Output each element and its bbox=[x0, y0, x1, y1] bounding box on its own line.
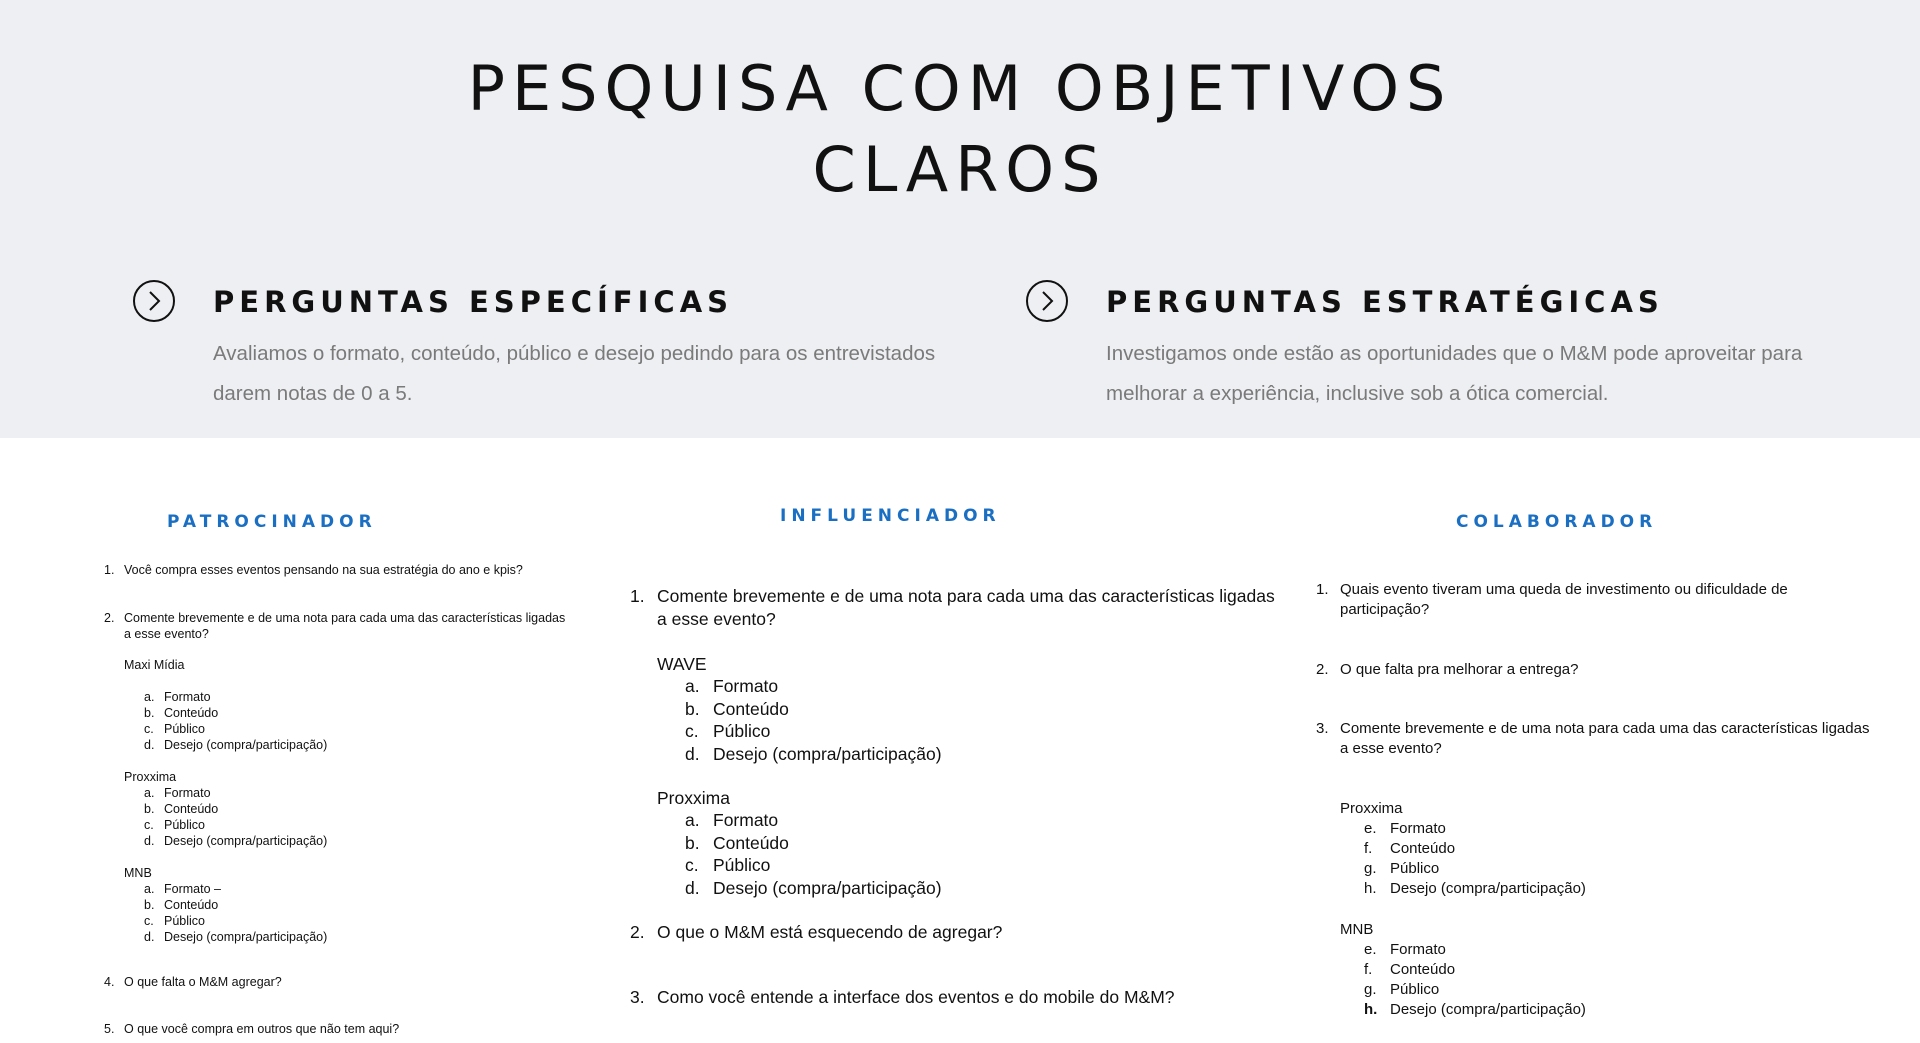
feature-heading: PERGUNTAS ESPECÍFICAS bbox=[213, 285, 734, 319]
column-title-patrocinador: PATROCINADOR bbox=[167, 512, 377, 532]
feature-description: Investigamos onde estão as oportunidades que o M&M pode aproveitar para melhorar a experiência, inclusive sob a ótica comercial. bbox=[1106, 342, 1803, 405]
column-title-colaborador: COLABORADOR bbox=[1456, 512, 1658, 532]
feature-description: Avaliamos o formato, conteúdo, público e desejo pedindo para os entrevistados darem notas de 0 a 5. bbox=[213, 342, 936, 405]
page-title-line-1: PESQUISA COM OBJETIVOS bbox=[467, 52, 1453, 125]
page-title-line-2: CLAROS bbox=[812, 133, 1108, 206]
column-title-influenciador: INFLUENCIADOR bbox=[780, 506, 1001, 526]
chevron-right-circle-icon bbox=[1026, 280, 1068, 322]
feature-heading: PERGUNTAS ESTRATÉGICAS bbox=[1106, 285, 1664, 319]
page-title bbox=[0, 48, 1920, 210]
chevron-right-circle-icon bbox=[133, 280, 175, 322]
